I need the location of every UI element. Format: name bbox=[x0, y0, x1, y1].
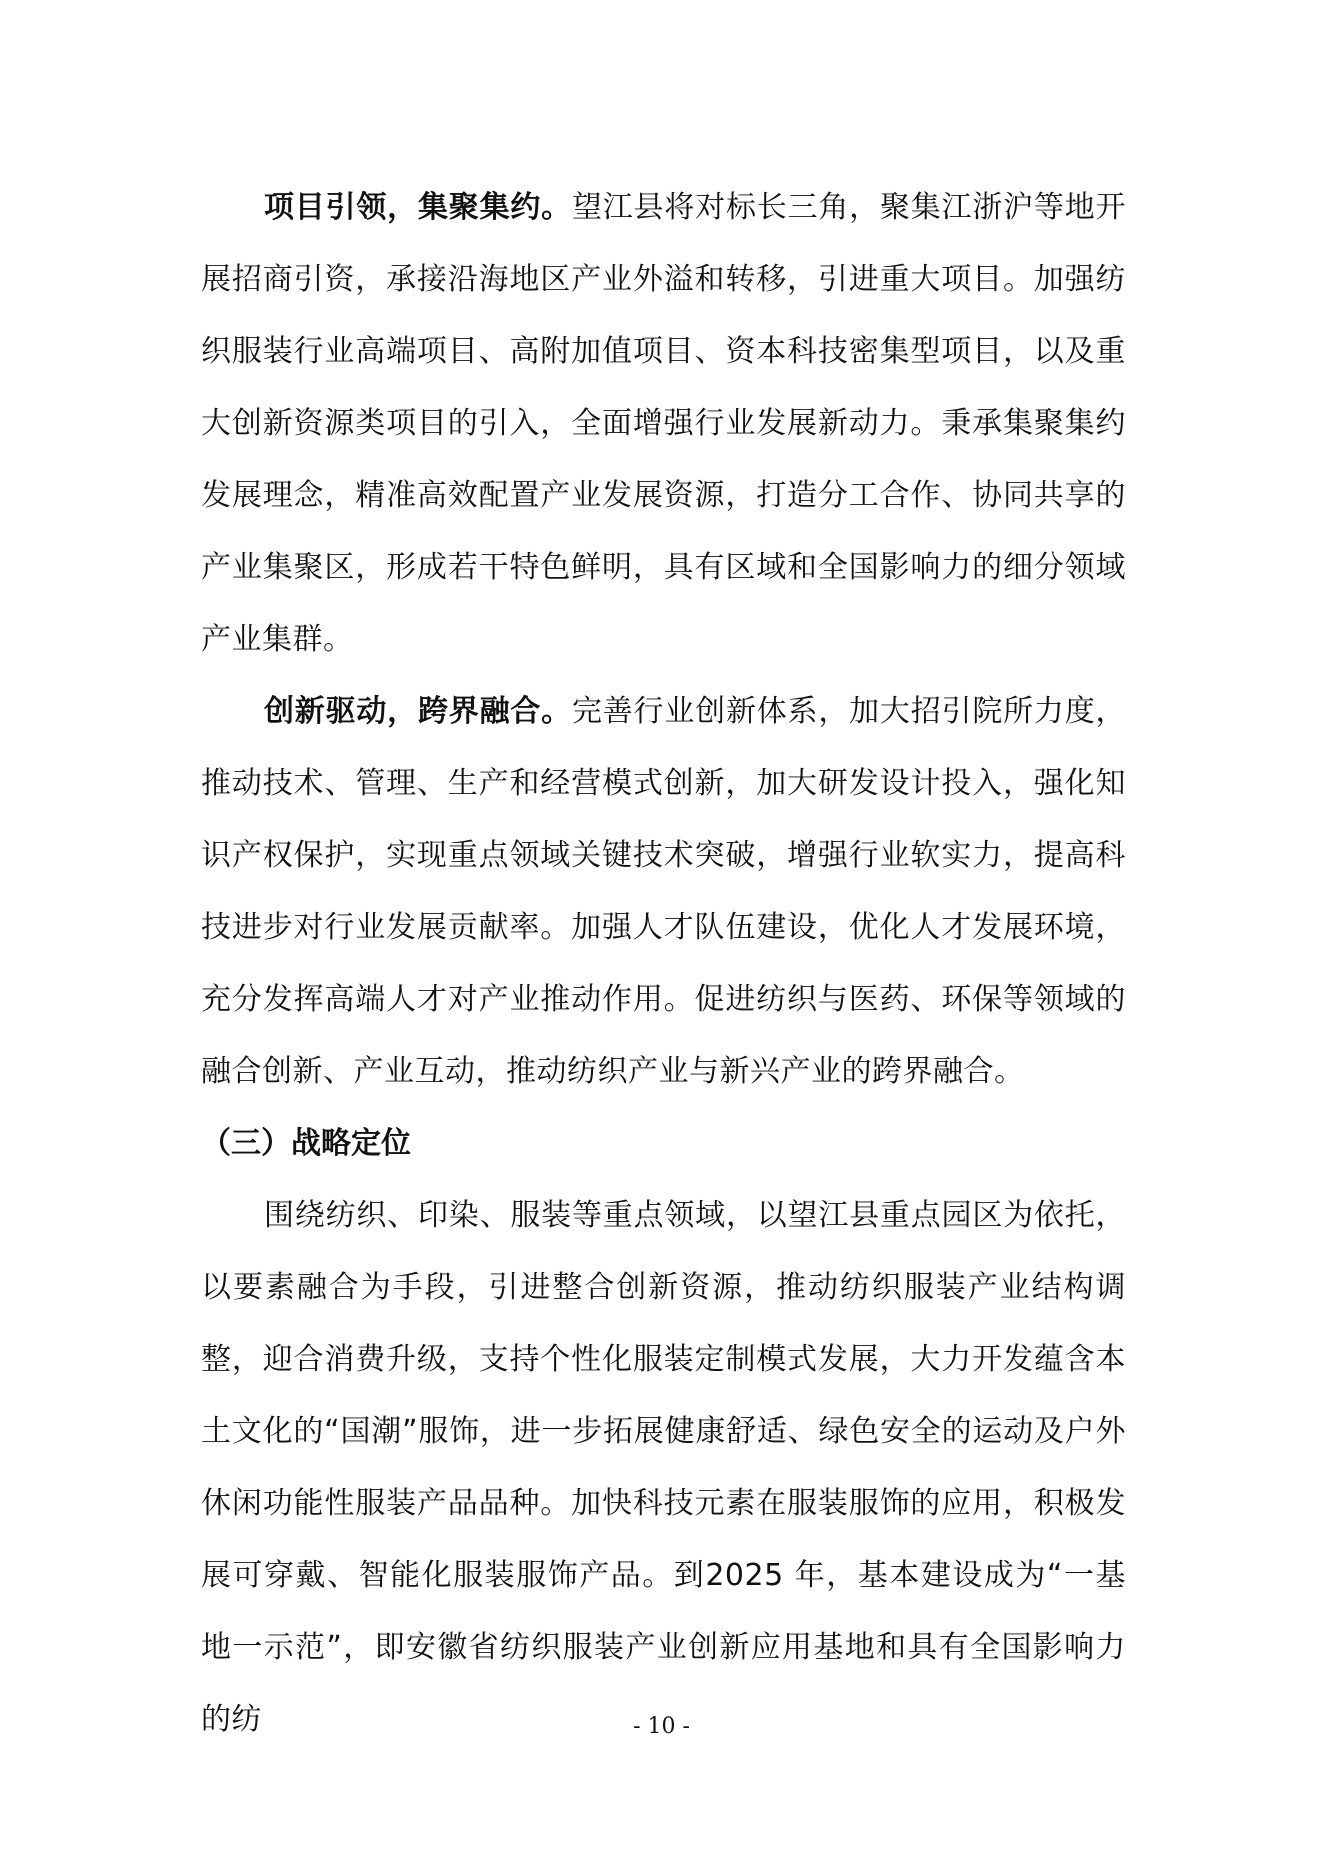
paragraph-text-innovation-driven: 完善行业创新体系，加大招引院所力度，推动技术、管理、生产和经营模式创新，加大研发设计投入，强化知识产权保护，实现重点领域关键技术突破，增强行业软实力，提高科技进步对行业发展贡献率。加强人才队伍建设，优化人才发展环境，充分发挥高端人才对产业推动作用。促进纺织与医药、环保等领域的融合创新、产业互动，推动纺织产业与新兴产业的跨界融合。 bbox=[201, 694, 1127, 1089]
paragraph-lead-project-leading: 项目引领，集聚集约。 bbox=[264, 190, 572, 225]
section-heading-strategic-positioning: （三）战略定位 bbox=[201, 1126, 411, 1161]
paragraph-innovation-driven bbox=[201, 676, 1126, 1108]
paragraph-strategic-positioning: 围绕纺织、印染、服装等重点领域，以望江县重点园区为依托，以要素融合为手段，引进整合创新资源，推动纺织服装产业结构调整，迎合消费升级，支持个性化服装定制模式发展，大力开发蕴含本土文化的“国潮”服饰，进一步拓展健康舒适、绿色安全的运动及户外休闲功能性服装产品品种。加快科技元素在服装服饰的应用，积极发展可穿戴、智能化服装服饰产品。到2025 年，基本建设成为“一基地一示范”，即安徽省纺织服装产业创新应用基地和具有全国影响力的纺 bbox=[201, 1198, 1126, 1737]
paragraph-lead-innovation-driven: 创新驱动，跨界融合。 bbox=[264, 694, 572, 729]
paragraph-text-project-leading: 望江县将对标长三角，聚集江浙沪等地开展招商引资，承接沿海地区产业外溢和转移，引进重大项目。加强纺织服装行业高端项目、高附加值项目、资本科技密集型项目，以及重大创新资源类项目的引入，全面增强行业发展新动力。秉承集聚集约发展理念，精准高效配置产业发展资源，打造分工合作、协同共享的产业集聚区，形成若干特色鲜明，具有区域和全国影响力的细分领域产业集群。 bbox=[201, 190, 1127, 657]
page-body bbox=[201, 172, 1126, 1756]
paragraph-project-leading bbox=[201, 172, 1126, 676]
page-number: - 10 - bbox=[633, 1714, 690, 1739]
